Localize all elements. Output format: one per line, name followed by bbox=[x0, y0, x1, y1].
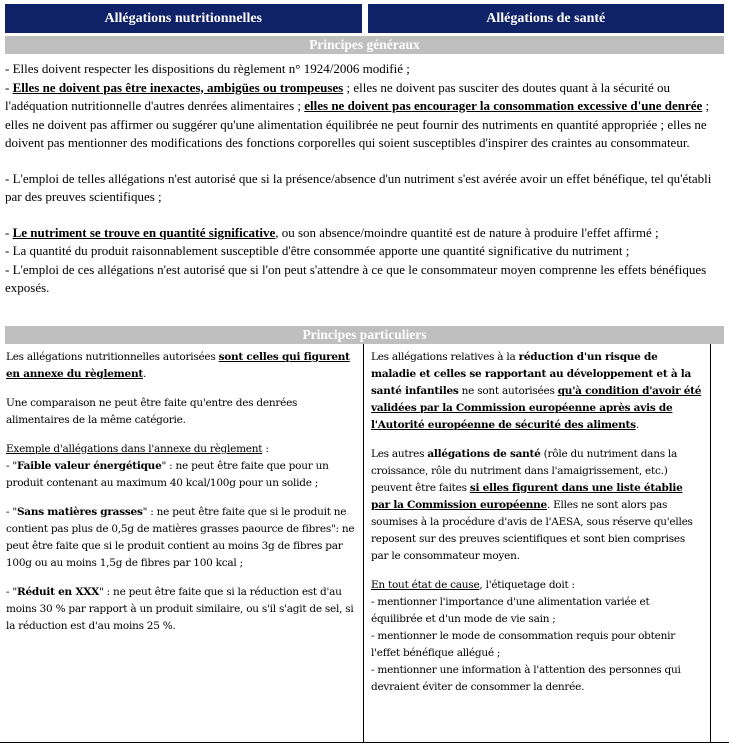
text-run: " : ne peut être faite que pour un produit contenant au maximum 40 kcal/100g pour un solide ; bbox=[6, 460, 329, 489]
text-run: allégations de santé bbox=[427, 448, 541, 460]
text-run: - Elles doivent respecter les dispositions du règlement n° 1924/2006 modifié ; bbox=[5, 61, 410, 76]
text-run: - mentionner l'importance d'une alimentation variée et équilibrée et d'un mode de vie sain ; bbox=[371, 596, 650, 625]
text-run: - L'emploi de ces allégations n'est autorisé que si l'on peut s'attendre à ce que le consommateur moyen comprenne les effets bénéfiques exposés. bbox=[5, 261, 707, 295]
column-allegations-de-sante bbox=[364, 344, 711, 742]
right-margin-spacer bbox=[711, 344, 724, 742]
text-run: - bbox=[5, 224, 13, 240]
column-allegations-nutritionnelles bbox=[5, 344, 364, 742]
text-run: Exemple d'allégations dans l'annexe du règlement bbox=[6, 443, 263, 455]
paragraph bbox=[371, 662, 702, 696]
paragraph bbox=[6, 349, 355, 383]
paragraph bbox=[6, 504, 355, 572]
paragraph bbox=[6, 395, 355, 429]
text-run: , ou son absence/moindre quantité est de nature à produire l'effet affirmé ; bbox=[275, 224, 659, 240]
paragraph bbox=[6, 458, 355, 492]
text-run: Sans matières grasses bbox=[16, 506, 143, 518]
text-run: si elles figurent dans une liste établie par la Commission européenne bbox=[371, 482, 683, 511]
paragraph bbox=[6, 441, 355, 458]
paragraph bbox=[5, 170, 724, 207]
paragraph bbox=[371, 628, 702, 662]
text-run: (rôle du nutriment dans la croissance, rôle du nutriment dans l'amaigrissement, etc.) peuvent être faites bbox=[371, 448, 678, 494]
text-run: ne sont autorisées bbox=[458, 385, 558, 397]
text-run: qu'à condition d'avoir été validées par la Commission européenne après avis de l'Autorité européenne de sécurité des aliments bbox=[371, 385, 702, 431]
paragraph bbox=[5, 60, 724, 79]
paragraph bbox=[5, 79, 724, 153]
text-run: Elles ne doivent pas être inexactes, ambigües ou trompeuses bbox=[12, 79, 344, 95]
paragraph bbox=[371, 446, 702, 565]
paragraph bbox=[6, 584, 355, 635]
text-run: réduction d'un risque de maladie et celles se rapportant au développement et à la santé infantiles bbox=[371, 351, 692, 397]
paragraph bbox=[371, 594, 702, 628]
section-band-principes-generaux: Principes généraux bbox=[5, 36, 724, 54]
paragraph bbox=[5, 242, 724, 261]
header-cell-allegations-nutritionnelles: Allégations nutritionnelles bbox=[5, 4, 362, 33]
text-run: Une comparaison ne peut être faite qu'entre des denrées alimentaires de la même catégorie. bbox=[6, 397, 298, 426]
text-run: Faible valeur énergétique bbox=[16, 460, 162, 472]
text-run: " : ne peut être faite que si la réduction est d'au moins 30 % par rapport à un produit similaire, ou s'il s'agit de sel, si la réduction est d'au moins 25 %. bbox=[6, 586, 354, 632]
text-run: - La quantité du produit raisonnablement susceptible d'être consommée apporte une quantité significative du nutriment ; bbox=[5, 243, 630, 258]
text-run: ; elles ne doivent pas susciter des doutes quant à la sécurité ou l'adéquation nutritionnelle d'autres denrées alimentaires ; bbox=[5, 79, 670, 113]
text-run: - mentionner une information à l'attention des personnes qui devraient éviter de consommer la denrée. bbox=[371, 664, 681, 693]
text-run: - mentionner le mode de consommation requis pour obtenir l'effet bénéfique allégué ; bbox=[371, 630, 675, 659]
paragraph bbox=[5, 224, 724, 243]
text-run: " : ne peut être faite que si le produit ne contient pas plus de 0,5g de matières grasses paource de fibres": ne peut être faite que si le produit contient au moins 3g de fibres par 100g ou au moins 1,5g de fibres par 100 kcal ; bbox=[6, 506, 355, 569]
text-run: ; elles ne doivent pas affirmer ou suggérer qu'une alimentation équilibrée ne peut fournir des nutriments en quantité appropriée ; elles ne doivent pas mentionner des modifications des fonctions corporelles qui soient susceptibles d'inspirer des craintes au consommateur. bbox=[5, 98, 710, 150]
section-band-principes-particuliers: Principes particuliers bbox=[5, 326, 724, 344]
text-run: . bbox=[142, 368, 147, 380]
header-cell-allegations-de-sante: Allégations de santé bbox=[368, 4, 725, 33]
table-bottom-border bbox=[0, 742, 729, 743]
principes-particuliers-columns bbox=[5, 344, 724, 742]
text-run: Le nutriment se trouve en quantité significative bbox=[12, 224, 276, 240]
principes-generaux-body bbox=[5, 54, 724, 323]
text-run: Réduit en XXX bbox=[16, 586, 100, 598]
paragraph bbox=[371, 577, 702, 594]
text-run: - bbox=[5, 79, 13, 95]
paragraph bbox=[5, 261, 724, 298]
text-run: Les autres bbox=[371, 448, 428, 460]
text-run: - " bbox=[6, 460, 17, 472]
text-run: - L'emploi de telles allégations n'est autorisé que si la présence/absence d'un nutriment s'est avérée avoir un effet bénéfique, tel qu'établi par des preuves scientifiques ; bbox=[5, 170, 712, 204]
table-header-row bbox=[5, 4, 724, 33]
text-run: sont celles qui figurent en annexe du règlement bbox=[6, 351, 350, 380]
paragraph bbox=[371, 349, 702, 434]
text-run: Les allégations nutritionnelles autorisées bbox=[6, 351, 219, 363]
text-run: , l'étiquetage doit : bbox=[479, 579, 575, 591]
text-run: Les allégations relatives à la bbox=[371, 351, 519, 363]
text-run: . bbox=[635, 419, 639, 431]
text-run: elles ne doivent pas encourager la consommation excessive d'une denrée bbox=[304, 98, 703, 113]
text-run: En tout état de cause bbox=[371, 579, 480, 591]
text-run: - " bbox=[6, 506, 17, 518]
text-run: : bbox=[262, 443, 269, 455]
text-run: - " bbox=[6, 586, 17, 598]
text-run: . Elles ne sont alors pas soumises à la procédure d'avis de l'AESA, sous réserve qu'elles reposent sur des preuves scientifiques et sont bien comprises par le consommateur moyen. bbox=[371, 499, 693, 562]
